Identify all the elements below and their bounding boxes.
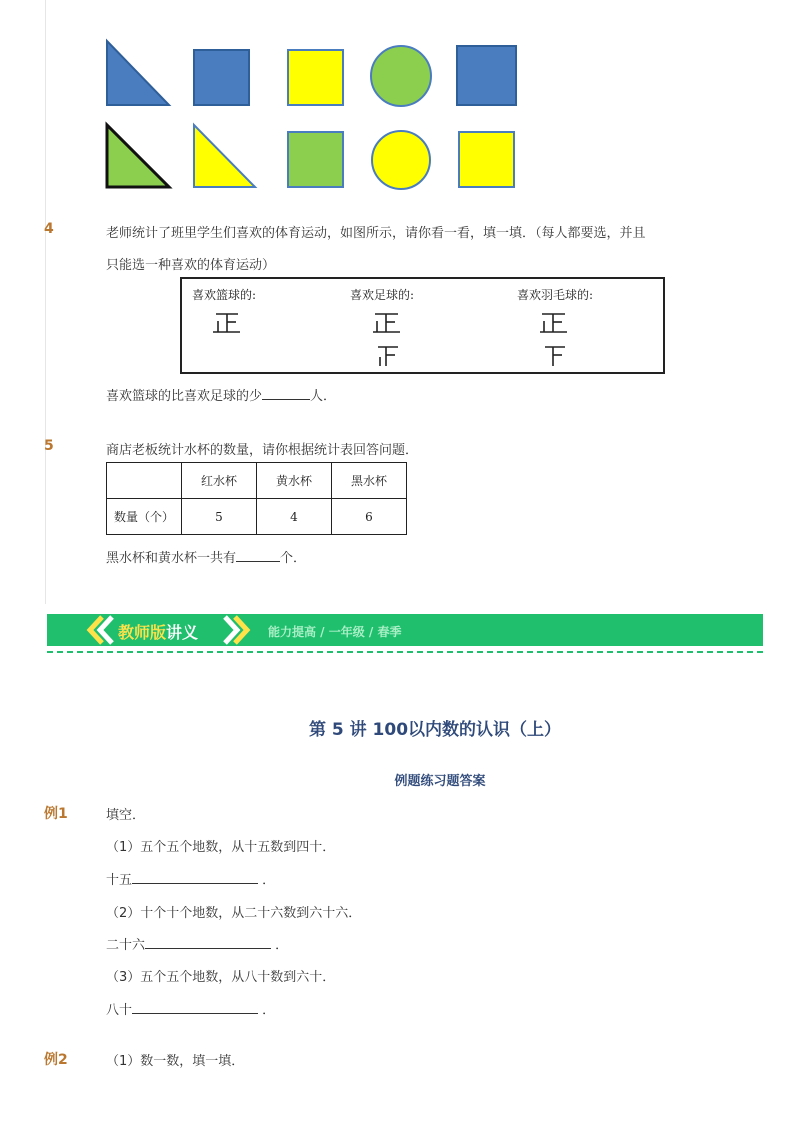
banner-title: 教师版讲义 xyxy=(118,623,199,642)
tally-badminton-5 xyxy=(540,314,567,332)
q5-question: 黑水杯和黄水杯一共有 个． xyxy=(106,551,307,566)
table-header: 黄水杯 xyxy=(257,463,332,499)
table-cell: 4 xyxy=(257,499,332,535)
answer-blank[interactable] xyxy=(132,1001,258,1014)
tally-marks xyxy=(180,277,665,374)
green-triangle xyxy=(107,125,169,187)
table-header: 红水杯 xyxy=(182,463,257,499)
q4-text-line2: 只能选一种喜欢的体育运动） xyxy=(106,258,276,273)
tally-label-badminton: 喜欢羽毛球的: xyxy=(517,288,594,302)
tally-label-football: 喜欢足球的: xyxy=(350,288,415,302)
tally-football-5 xyxy=(373,314,400,332)
question-number-4: 4 xyxy=(44,221,54,237)
blue-square xyxy=(194,50,249,105)
question-number-5: 5 xyxy=(44,438,54,454)
table-cell xyxy=(107,463,182,499)
lesson-title: 第 5 讲 100以内数的认识（上） xyxy=(308,720,562,740)
table-row xyxy=(107,499,407,535)
answer-blank[interactable] xyxy=(145,936,271,949)
example-1-label: 例1 xyxy=(44,806,68,822)
tally-badminton-3 xyxy=(545,347,565,366)
q4-text-line1: 老师统计了班里学生们喜欢的体育运动，如图所示，请你看一看，填一填．（每人都要选，并且 xyxy=(106,226,646,241)
answer-blank[interactable] xyxy=(236,549,280,562)
ex1-answer3: 八十 ． xyxy=(106,1003,276,1018)
yellow-triangle xyxy=(194,125,255,187)
answer-blank[interactable] xyxy=(262,387,310,400)
q5-text-line1: 商店老板统计水杯的数量，请你根据统计表回答问题． xyxy=(106,443,419,458)
tally-football-3 xyxy=(378,347,398,366)
ex2-part1: （1）数一数，填一填． xyxy=(106,1054,245,1069)
green-circle xyxy=(371,46,431,106)
ex1-part1: （1）五个五个地数，从十五数到四十． xyxy=(106,840,336,855)
ex1-answer1: 十五 ． xyxy=(106,873,276,888)
answer-blank[interactable] xyxy=(132,871,258,884)
ex1-intro: 填空． xyxy=(106,808,146,823)
table-cell: 5 xyxy=(182,499,257,535)
yellow-square-2 xyxy=(459,132,514,187)
section-title: 例题练习题答案 xyxy=(394,774,486,789)
ex1-part3: （3）五个五个地数，从八十数到六十． xyxy=(106,970,336,985)
margin-line xyxy=(45,0,46,604)
green-square xyxy=(288,132,343,187)
dashed-divider xyxy=(47,651,763,653)
example-2-label: 例2 xyxy=(44,1052,68,1068)
table-cell: 6 xyxy=(332,499,407,535)
blue-triangle xyxy=(107,41,169,105)
shapes-illustration xyxy=(100,38,530,198)
yellow-square xyxy=(288,50,343,105)
ex1-part2: （2）十个十个地数，从二十六数到六十六． xyxy=(106,906,362,921)
blue-square-2 xyxy=(457,46,516,105)
tally-label-basketball: 喜欢篮球的: xyxy=(192,288,257,302)
table-header: 黑水杯 xyxy=(332,463,407,499)
ex1-answer2: 二十六 ． xyxy=(106,938,289,953)
banner-subtitle: 能力提高 / 一年级 / 春季 xyxy=(268,625,402,639)
table-row-label: 数量（个） xyxy=(107,499,182,535)
q4-question: 喜欢篮球的比喜欢足球的少 人． xyxy=(106,389,337,404)
tally-basketball-5 xyxy=(213,314,240,332)
yellow-circle xyxy=(372,131,430,189)
table-header-row xyxy=(107,463,407,499)
cup-table xyxy=(106,462,407,535)
